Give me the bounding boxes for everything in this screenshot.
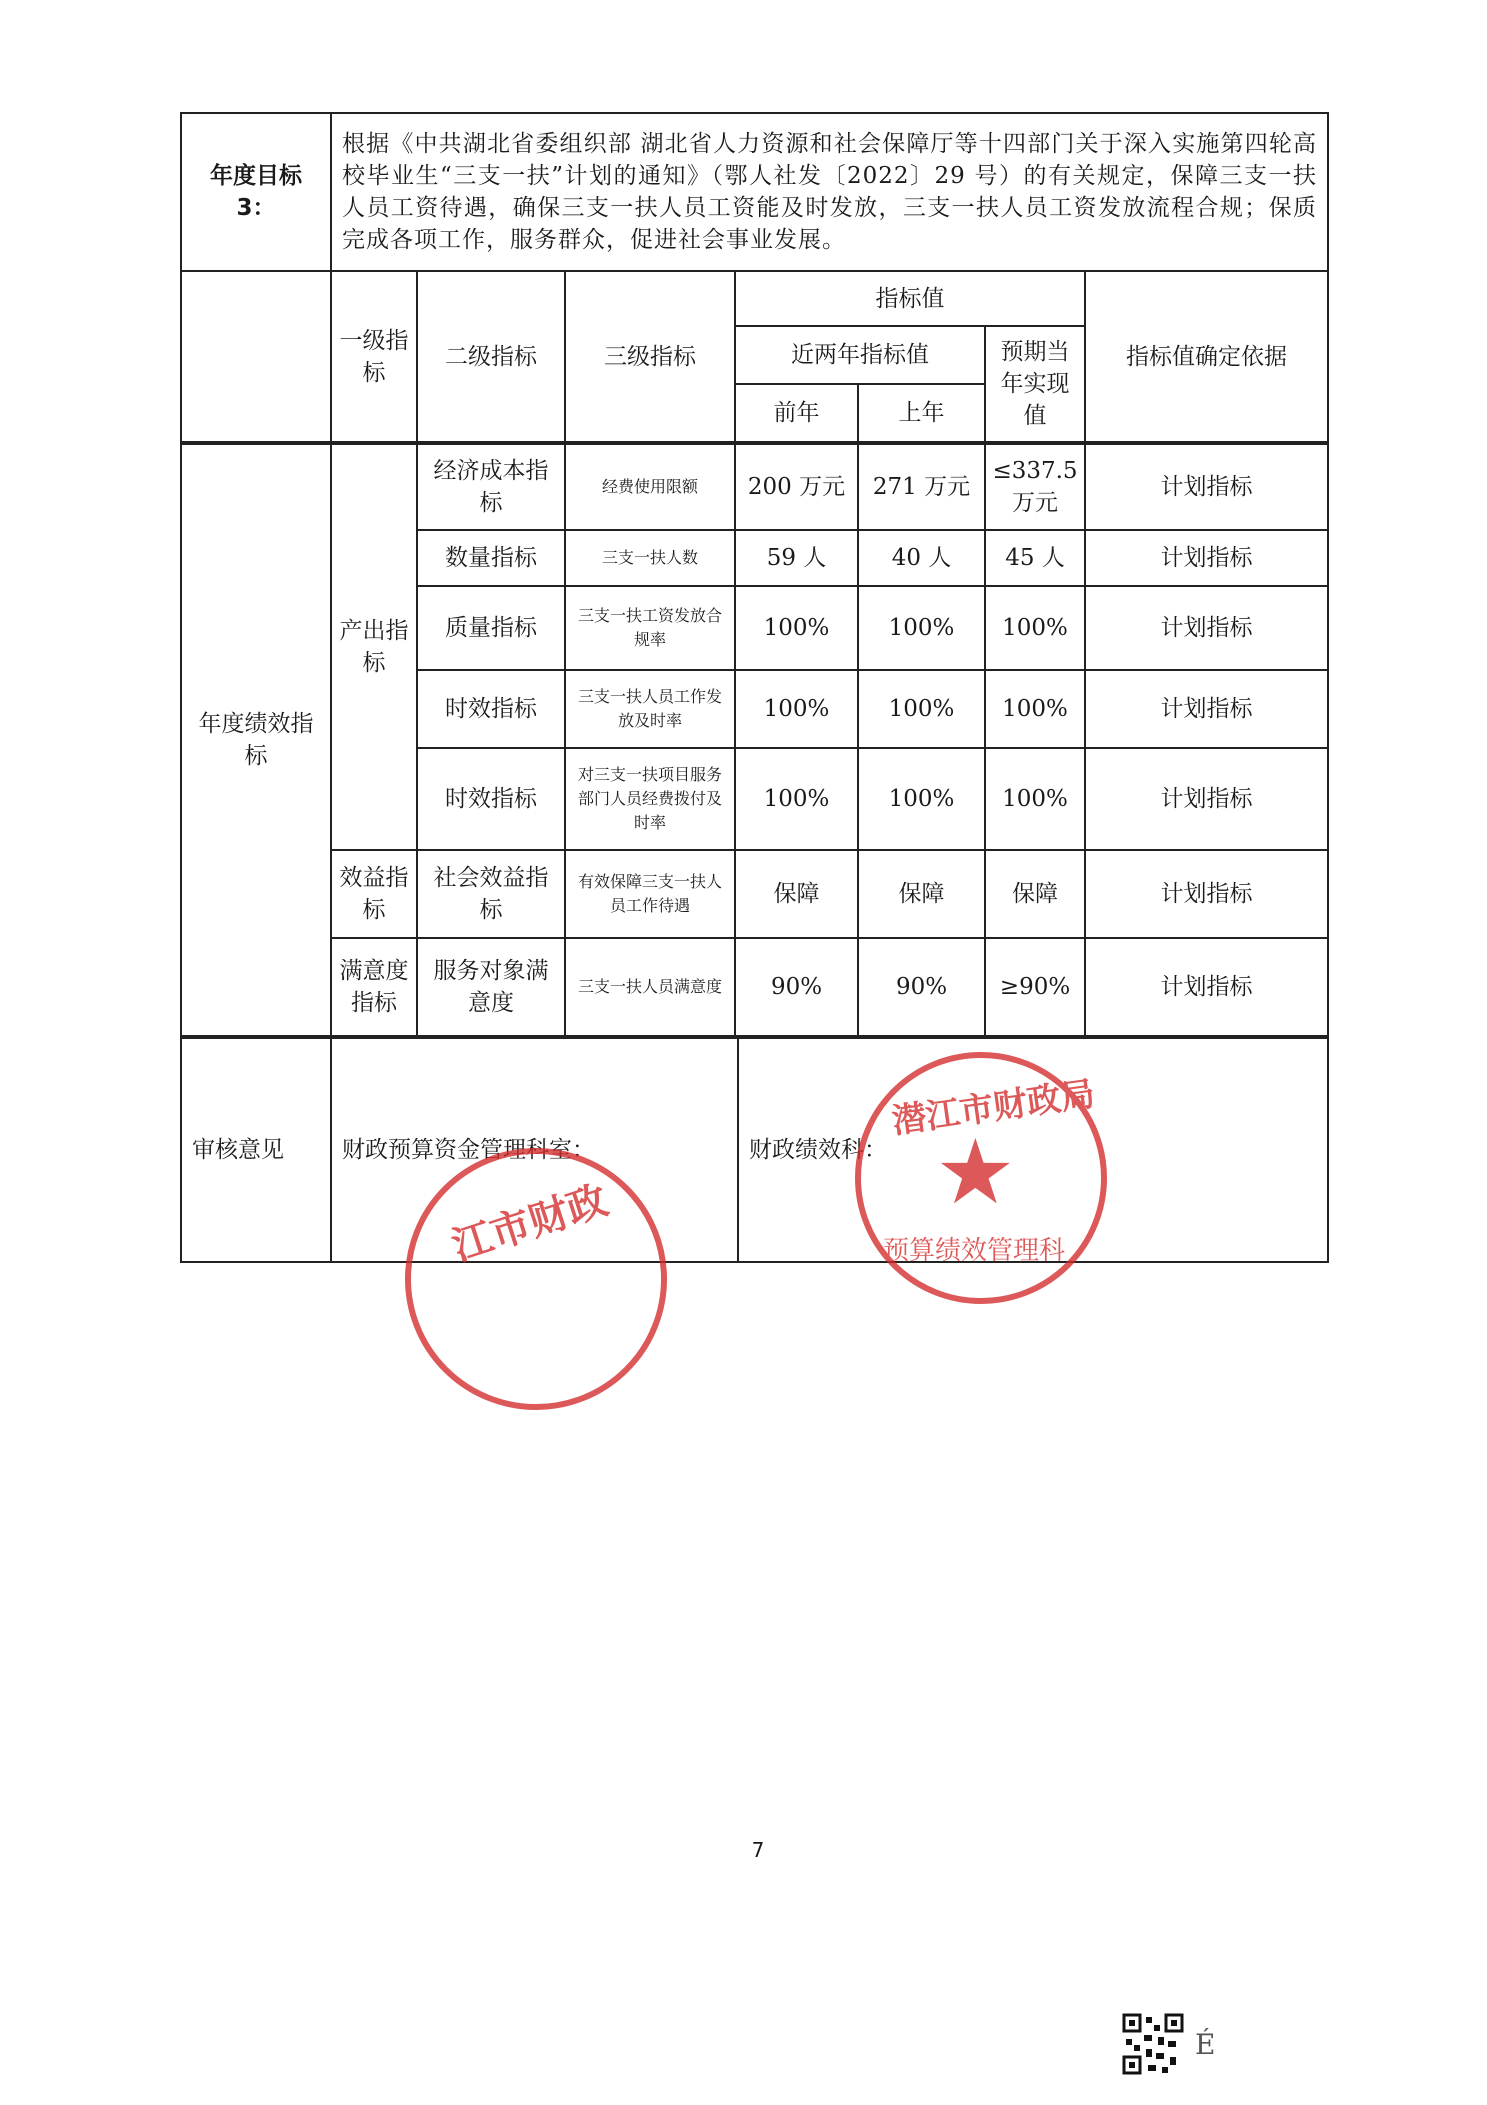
row-basis: 计划指标 (1085, 670, 1328, 748)
row-last: 100% (858, 748, 985, 850)
row-last: 90% (858, 938, 985, 1036)
row-l2: 服务对象满意度 (417, 938, 565, 1036)
header-basis: 指标值确定依据 (1085, 271, 1328, 442)
header-indicator-value: 指标值 (735, 271, 1085, 326)
indicator-table (180, 443, 1329, 1037)
row-expected: 100% (985, 670, 1085, 748)
group-output: 产出指标 (331, 444, 417, 850)
row-prev: 200 万元 (735, 444, 858, 530)
row-prev: 90% (735, 938, 858, 1036)
row-expected: 保障 (985, 850, 1085, 938)
row-l2: 社会效益指标 (417, 850, 565, 938)
row-l3: 经费使用限额 (565, 444, 735, 530)
qr-code-icon (1122, 2013, 1184, 2075)
row-expected: ≥90% (985, 938, 1085, 1036)
row-expected: 100% (985, 586, 1085, 670)
scan-mark-icon: É (1195, 2028, 1216, 2061)
header-last-year: 上年 (858, 384, 985, 442)
row-l3: 三支一扶人数 (565, 530, 735, 586)
row-last: 100% (858, 586, 985, 670)
header-expected: 预期当年实现值 (985, 326, 1085, 442)
row-last: 271 万元 (858, 444, 985, 530)
row-last: 40 人 (858, 530, 985, 586)
row-l2: 时效指标 (417, 670, 565, 748)
row-prev: 100% (735, 748, 858, 850)
seal-text-left: 江市财政 (446, 1176, 614, 1271)
row-basis: 计划指标 (1085, 530, 1328, 586)
row-l2: 质量指标 (417, 586, 565, 670)
row-basis: 计划指标 (1085, 938, 1328, 1036)
group-benefit: 效益指标 (331, 850, 417, 938)
header-recent-two-years: 近两年指标值 (735, 326, 985, 384)
row-basis: 计划指标 (1085, 444, 1328, 530)
header-level2: 二级指标 (417, 271, 565, 442)
review-table (180, 1037, 1329, 1263)
goal-label: 年度目标 3： (181, 113, 331, 271)
goal-text: 根据《中共湖北省委组织部 湖北省人力资源和社会保障厅等十四部门关于深入实施第四轮高校毕业生“三支一扶”计划的通知》（鄂人社发〔2022〕29 号）的有关规定，保障三支一扶人员工资待遇，确保三支一扶人员工资能及时发放，三支一扶人员工资发放流程合规；保质完成各项工作，服务群众，促进社会事业发展。 (331, 113, 1328, 271)
header-level1: 一级指标 (331, 271, 417, 442)
row-prev: 保障 (735, 850, 858, 938)
row-prev: 100% (735, 586, 858, 670)
performance-table (180, 112, 1329, 443)
table-row (181, 938, 1328, 1036)
group-satisfaction: 满意度指标 (331, 938, 417, 1036)
review-budget-office: 财政预算资金管理科室： (331, 1038, 738, 1262)
row-expected: 100% (985, 748, 1085, 850)
header-level3: 三级指标 (565, 271, 735, 442)
row-last: 保障 (858, 850, 985, 938)
table-row (181, 444, 1328, 530)
row-expected: 45 人 (985, 530, 1085, 586)
seal-text-right-top: 潜江市财政局 (889, 1073, 1098, 1142)
row-l3: 对三支一扶项目服务部门人员经费拨付及时率 (565, 748, 735, 850)
table-row (181, 850, 1328, 938)
row-l2: 数量指标 (417, 530, 565, 586)
seal-text-right-bottom: 预算绩效管理科 (883, 1236, 1066, 1266)
row-prev: 59 人 (735, 530, 858, 586)
row-last: 100% (858, 670, 985, 748)
section-label: 年度绩效指标 (181, 444, 331, 1036)
star-icon: ★ (935, 1120, 1016, 1225)
row-l3: 三支一扶工资发放合规率 (565, 586, 735, 670)
header-prev-year: 前年 (735, 384, 858, 442)
section-label-top (181, 271, 331, 442)
review-label: 审核意见 (181, 1038, 331, 1262)
row-l3: 三支一扶人员工作发放及时率 (565, 670, 735, 748)
row-l2: 时效指标 (417, 748, 565, 850)
row-basis: 计划指标 (1085, 850, 1328, 938)
row-l2: 经济成本指标 (417, 444, 565, 530)
row-basis: 计划指标 (1085, 748, 1328, 850)
row-prev: 100% (735, 670, 858, 748)
row-expected: ≤337.5万元 (985, 444, 1085, 530)
page-number: 7 (751, 1838, 765, 1862)
row-l3: 有效保障三支一扶人员工作待遇 (565, 850, 735, 938)
row-basis: 计划指标 (1085, 586, 1328, 670)
review-performance-office: 财政绩效科： (738, 1038, 1328, 1262)
row-l3: 三支一扶人员满意度 (565, 938, 735, 1036)
